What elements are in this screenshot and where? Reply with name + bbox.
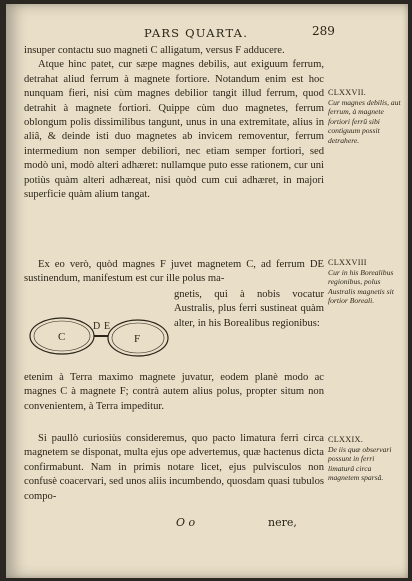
marginal-note-178 xyxy=(328,258,402,306)
marginal-note-177 xyxy=(328,88,402,146)
paragraph-3-lead: Ex eo verò, quòd magnes F juvet magnetem C, ad ferrum DE sustinendum, manifestum est cur ille polus ma- xyxy=(24,259,324,285)
book-page xyxy=(6,4,408,578)
main-text-block xyxy=(24,44,324,202)
page-number: 289 xyxy=(312,24,335,38)
catchword: nere, xyxy=(268,516,297,529)
marginal-text-179: De iis quæ observari possunt in ferri limaturâ circa magnetem sparsâ. xyxy=(328,444,392,483)
magnet-diagram xyxy=(24,304,174,368)
figure-side-text: gnetis, qui à nobis vocatur Australis, plus ferri sustineat quàm alter, in his Borealibus regionibus: xyxy=(174,289,324,329)
marginal-text-177: Cur magnes debilis, aut ferrum, à magnete fortiori ferrū sibi contiguum possit detrahere. xyxy=(328,97,401,145)
label-d: D xyxy=(93,321,101,332)
label-c: C xyxy=(58,331,66,343)
running-title: PARS QUARTA. xyxy=(143,26,249,40)
marginal-number-178: CLXXVIII xyxy=(328,258,367,267)
paragraph-4: Si paullò curiosiùs consideremus, quo pacto limatura ferri circa magnetem se disponat, multa ejus ope advertemus, quæ hactenus dicta confirmabunt. Nam in primis notare licet, ejus pulvisculos non confusè coacervari, sed unos aliis incumbendo, quosdam quasi tubulos compo- xyxy=(24,433,324,502)
paragraph-1: insuper contactu suo magneti C alligatum, versus F adducere. xyxy=(24,45,285,56)
marginal-text-178: Cur in his Borealibus regionibus, polus Australis magnetis sit fortior Boreali. xyxy=(328,267,394,306)
marginal-number-179: CLXXIX. xyxy=(328,435,364,444)
label-e: E xyxy=(104,321,111,332)
marginal-number-177: CLXXVII. xyxy=(328,88,367,97)
label-f: F xyxy=(134,333,141,345)
paragraph-2: Atque hinc patet, cur sæpe magnes debilis, aut exiguum ferrum, detrahat aliud ferrum à magnete fortiore. Notandum enim est hoc nunquam fieri, nisi cùm magnes debilior tangit illud ferrum, quod detrahit à magnete fortiori. Quippe cùm duo magnetes, ferrum oblongum polis dissimilibus tangunt, unus in una extremitate, alius in aliâ, & deinde isti duo magnetes ab invicem removentur, ferrum intermedium non semper debiliori, nec etiam semper fortiori, sed modò uni, modò alteri adhæret: nullamque puto esse rationem, cur uni potiùs quàm alteri adhæreat, nisi quòd cum cui adhæret, in majori superficie quàm alium tangat. xyxy=(24,59,324,201)
marginal-note-179 xyxy=(328,435,402,483)
paragraph-3-continuation: etenim à Terra maximo magnete juvatur, eodem planè modo ac magnes C à magnete F; contrà autem alius polus, propter situm non convenientem, à Terra impeditur. xyxy=(24,372,324,412)
signature-mark: O o xyxy=(176,516,196,529)
